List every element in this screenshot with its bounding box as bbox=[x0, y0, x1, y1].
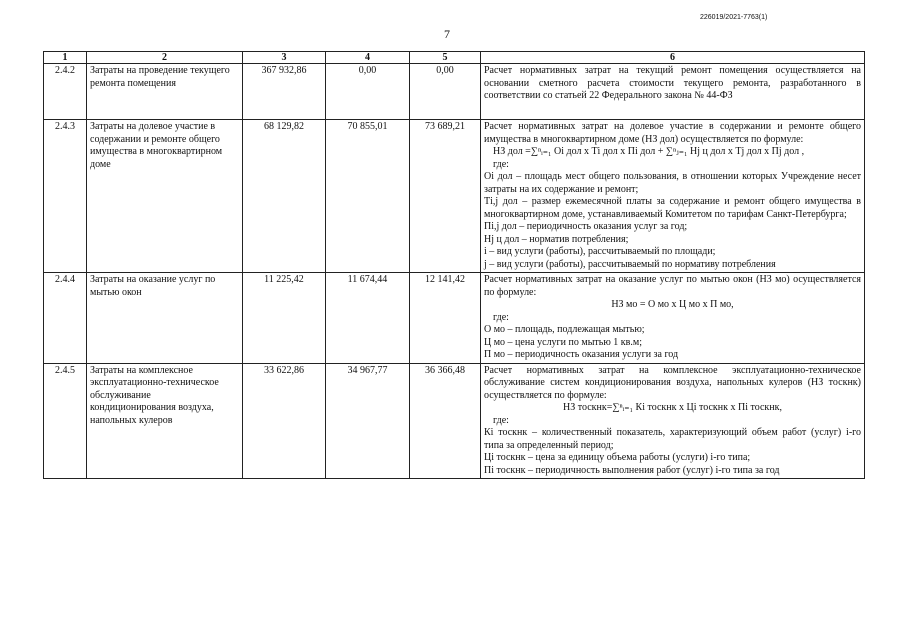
description-text: где: bbox=[493, 414, 509, 426]
table-row bbox=[44, 273, 865, 364]
value-col3: 68 129,82 bbox=[243, 120, 326, 273]
description-text: Ц мо – цена услуги по мытью 1 кв.м; bbox=[484, 336, 642, 348]
formula: НЗ дол =∑ⁿᵢ₌₁ Оi дол x Тi дол x Пi дол + ∑ⁿⱼ₌₁ Нj ц дол x Тj дол x Пj дол , bbox=[493, 146, 805, 157]
description-text: i – вид услуги (работы), рассчитываемый по площади; bbox=[484, 246, 716, 257]
calculation-description bbox=[481, 363, 865, 479]
page-number: 7 bbox=[444, 27, 450, 41]
cost-table bbox=[43, 51, 865, 479]
row-number: 2.4.4 bbox=[44, 273, 87, 364]
calculation-description bbox=[481, 64, 865, 120]
description-text: Расчет нормативных затрат на текущий ремонт помещения осуществляется на основании сметного расчета стоимости текущего ремонта, разработанного в соответствии со статьей 22 Федерального закона № 44-ФЗ bbox=[484, 65, 861, 101]
description-text: Расчет нормативных затрат на комплексное эксплуатационно-техническое обслуживание систем кондиционирования воздуха, напольных кулеров (НЗ тоскнк) осуществляется по формуле: bbox=[484, 364, 861, 401]
row-number: 2.4.2 bbox=[44, 64, 87, 120]
value-col5: 36 366,48 bbox=[410, 363, 481, 479]
value-col5: 0,00 bbox=[410, 64, 481, 120]
value-col4: 34 967,77 bbox=[326, 363, 410, 479]
table-header-row bbox=[44, 52, 865, 64]
column-header-1: 1 bbox=[44, 52, 87, 64]
row-number: 2.4.3 bbox=[44, 120, 87, 273]
value-col4: 0,00 bbox=[326, 64, 410, 120]
calculation-description bbox=[481, 120, 865, 273]
document-reference-number: 226019/2021-7763(1) bbox=[700, 14, 768, 21]
value-col3: 367 932,86 bbox=[243, 64, 326, 120]
column-header-3: 3 bbox=[243, 52, 326, 64]
row-number: 2.4.5 bbox=[44, 363, 87, 479]
formula: НЗ мо = О мо x Ц мо x П мо, bbox=[611, 299, 734, 310]
value-col5: 73 689,21 bbox=[410, 120, 481, 273]
table-row bbox=[44, 363, 865, 479]
description-text: где: bbox=[493, 158, 509, 170]
description-text: Расчет нормативных затрат на долевое участие в содержании и ремонте общего имущества в многоквартирном доме (НЗ дол) осуществляется по формуле: bbox=[484, 121, 861, 145]
value-col5: 12 141,42 bbox=[410, 273, 481, 364]
column-header-5: 5 bbox=[410, 52, 481, 64]
description-text: где: bbox=[493, 311, 509, 323]
value-col3: 11 225,42 bbox=[243, 273, 326, 364]
table-row bbox=[44, 64, 865, 120]
expense-name: Затраты на оказание услуг по мытью окон bbox=[87, 273, 243, 364]
description-text: Расчет нормативных затрат на оказание услуг по мытью окон (НЗ мо) осуществляется по формуле: bbox=[484, 274, 861, 298]
description-text: Пi,j дол – периодичность оказания услуг за год; bbox=[484, 221, 688, 232]
expense-name: Затраты на проведение текущего ремонта помещения bbox=[87, 64, 243, 120]
description-text: П мо – периодичность оказания услуги за год bbox=[484, 349, 679, 360]
value-col4: 70 855,01 bbox=[326, 120, 410, 273]
column-header-4: 4 bbox=[326, 52, 410, 64]
column-header-6: 6 bbox=[481, 52, 865, 64]
column-header-2: 2 bbox=[87, 52, 243, 64]
expense-name: Затраты на долевое участие в содержании и ремонте общего имущества в многоквартирном доме bbox=[87, 120, 243, 273]
description-text: Кi тоскнк – количественный показатель, характеризующий объем работ (услуг) i-го типа за определенный период; bbox=[484, 427, 861, 451]
table-row bbox=[44, 120, 865, 273]
value-col4: 11 674,44 bbox=[326, 273, 410, 364]
description-text: О мо – площадь, подлежащая мытью; bbox=[484, 324, 645, 335]
calculation-description bbox=[481, 273, 865, 364]
description-text: Тi,j дол – размер ежемесячной платы за содержание и ремонт общего имущества в многоквартирном доме, устанавливаемый Комитетом по тарифам Санкт-Петербурга; bbox=[484, 196, 861, 220]
value-col3: 33 622,86 bbox=[243, 363, 326, 479]
description-text: Цi тоскнк – цена за единицу объема работы (услуги) i-го типа; bbox=[484, 452, 751, 463]
description-text: j – вид услуги (работы), рассчитываемый по нормативу потребления bbox=[484, 258, 776, 270]
description-text: Нj ц дол – норматив потребления; bbox=[484, 233, 629, 245]
description-text: Пi тоскнк – периодичность выполнения работ (услуг) i-го типа за год bbox=[484, 464, 780, 476]
description-text: Оi дол – площадь мест общего пользования, в отношении которых Учреждение несет затраты на их содержание и ремонт; bbox=[484, 171, 861, 195]
expense-name: Затраты на комплексное эксплуатационно-техническое обслуживание кондиционирования воздуха, напольных кулеров bbox=[87, 363, 243, 479]
formula: НЗ тоскнк=∑ⁿᵢ₌₁ Кi тоскнк x Цi тоскнк x Пi тоскнк, bbox=[563, 402, 782, 413]
